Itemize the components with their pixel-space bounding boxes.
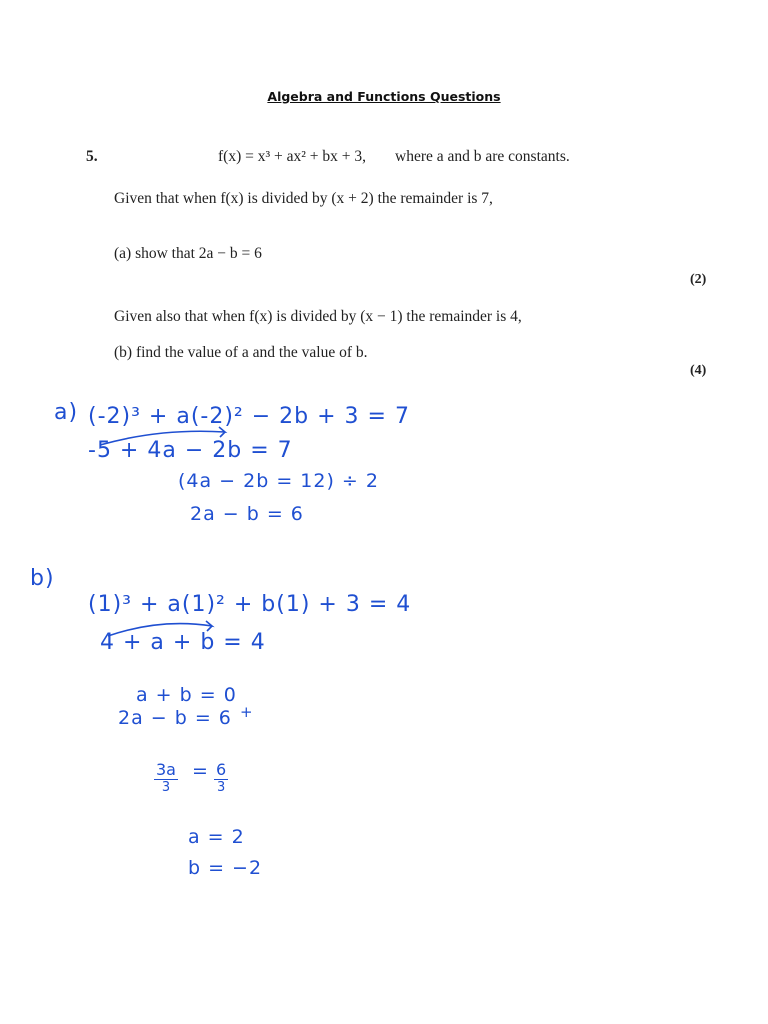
constants-note: where a and b are constants. — [395, 148, 570, 165]
working-b-equals: = — [192, 760, 209, 782]
given-remainder-2: Given also that when f(x) is divided by (x − 1) the remainder is 4, — [114, 308, 522, 325]
working-a-line-1: (-2)³ + a(-2)² − 2b + 3 = 7 — [88, 404, 410, 429]
working-a-line-2: -5 + 4a − 2b = 7 — [88, 438, 293, 463]
working-b-plus: + — [240, 703, 254, 721]
working-b-line-3: a + b = 0 — [136, 684, 237, 706]
answer-b-value: b = −2 — [188, 857, 263, 879]
working-a-label: a) — [54, 400, 79, 425]
question-number: 5. — [86, 148, 98, 165]
working-b-line-2: 4 + a + b = 4 — [100, 630, 266, 655]
given-remainder-1: Given that when f(x) is divided by (x + 2) the remainder is 7, — [114, 190, 493, 207]
answer-a-value: a = 2 — [188, 826, 245, 848]
working-b-line-4: 2a − b = 6 — [118, 707, 232, 729]
working-b-label: b) — [30, 566, 55, 591]
fraction-right-numerator: 6 — [216, 760, 227, 779]
fraction-left-numerator: 3a — [156, 760, 176, 779]
working-b-fraction-right — [214, 760, 228, 795]
function-definition: f(x) = x³ + ax² + bx + 3, — [218, 148, 366, 165]
fraction-right-denominator: 3 — [216, 780, 226, 795]
part-a-prompt: (a) show that 2a − b = 6 — [114, 245, 262, 262]
working-a-line-3: (4a − 2b = 12) ÷ 2 — [178, 470, 379, 492]
working-b-fraction-left — [154, 760, 178, 795]
part-b-marks: (4) — [690, 363, 707, 378]
part-a-marks: (2) — [690, 272, 707, 287]
working-b-line-1: (1)³ + a(1)² + b(1) + 3 = 4 — [88, 592, 412, 617]
fraction-left-denominator: 3 — [161, 780, 171, 795]
part-b-prompt: (b) find the value of a and the value of b. — [114, 344, 368, 361]
working-a-line-4: 2a − b = 6 — [190, 503, 304, 525]
page-title: Algebra and Functions Questions — [267, 89, 501, 104]
